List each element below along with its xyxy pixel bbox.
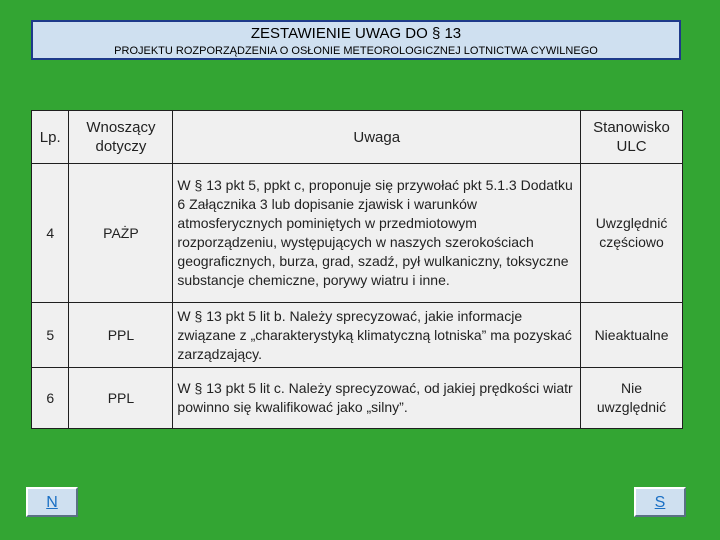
page-title: ZESTAWIENIE UWAG DO § 13 (250, 25, 462, 42)
column-header-lp: Lp. (32, 111, 69, 164)
cell-status: Nieaktualne (581, 303, 683, 368)
cell-lp: 4 (32, 164, 69, 303)
column-header-submitter: Wnoszący dotyczy (69, 111, 173, 164)
next-button[interactable]: S (634, 487, 686, 517)
cell-lp: 6 (32, 368, 69, 429)
cell-status: Uwzględnić częściowo (581, 164, 683, 303)
cell-submitter: PPL (69, 303, 173, 368)
table-row (32, 303, 683, 368)
table-row (32, 164, 683, 303)
cell-submitter: PPL (69, 368, 173, 429)
cell-submitter: PAŻP (69, 164, 173, 303)
column-header-status: Stanowisko ULC (581, 111, 683, 164)
cell-status: Nie uwzględnić (581, 368, 683, 429)
cell-remark: W § 13 pkt 5, ppkt c, proponuje się przywołać pkt 5.1.3 Dodatku 6 Załącznika 3 lub dopisanie zjawisk i warunków atmosferycznych pominiętych w przedmiotowym rozporządzeniu, występujących w naszych szerokościach geograficznych, burza, grad, szadź, pył wulkaniczny, toksyczne substancje chemiczne, porywy wiatru i inne. (173, 164, 581, 303)
cell-remark: W § 13 pkt 5 lit c. Należy sprecyzować, od jakiej prędkości wiatr powinno się kwalifikować jako „silny”. (173, 368, 581, 429)
table-header-row (32, 111, 683, 164)
cell-remark: W § 13 pkt 5 lit b. Należy sprecyzować, jakie informacje związane z „charakterystyką klimatyczną lotniska” ma pozyskać zarządzający. (173, 303, 581, 368)
table-row (32, 368, 683, 429)
title-box (31, 20, 681, 60)
cell-lp: 5 (32, 303, 69, 368)
previous-button[interactable]: N (26, 487, 78, 517)
remarks-table (31, 110, 683, 429)
column-header-remark: Uwaga (173, 111, 581, 164)
page-subtitle: PROJEKTU ROZPORZĄDZENIA O OSŁONIE METEOROLOGICZNEJ LOTNICTWA CYWILNEGO (114, 45, 598, 57)
